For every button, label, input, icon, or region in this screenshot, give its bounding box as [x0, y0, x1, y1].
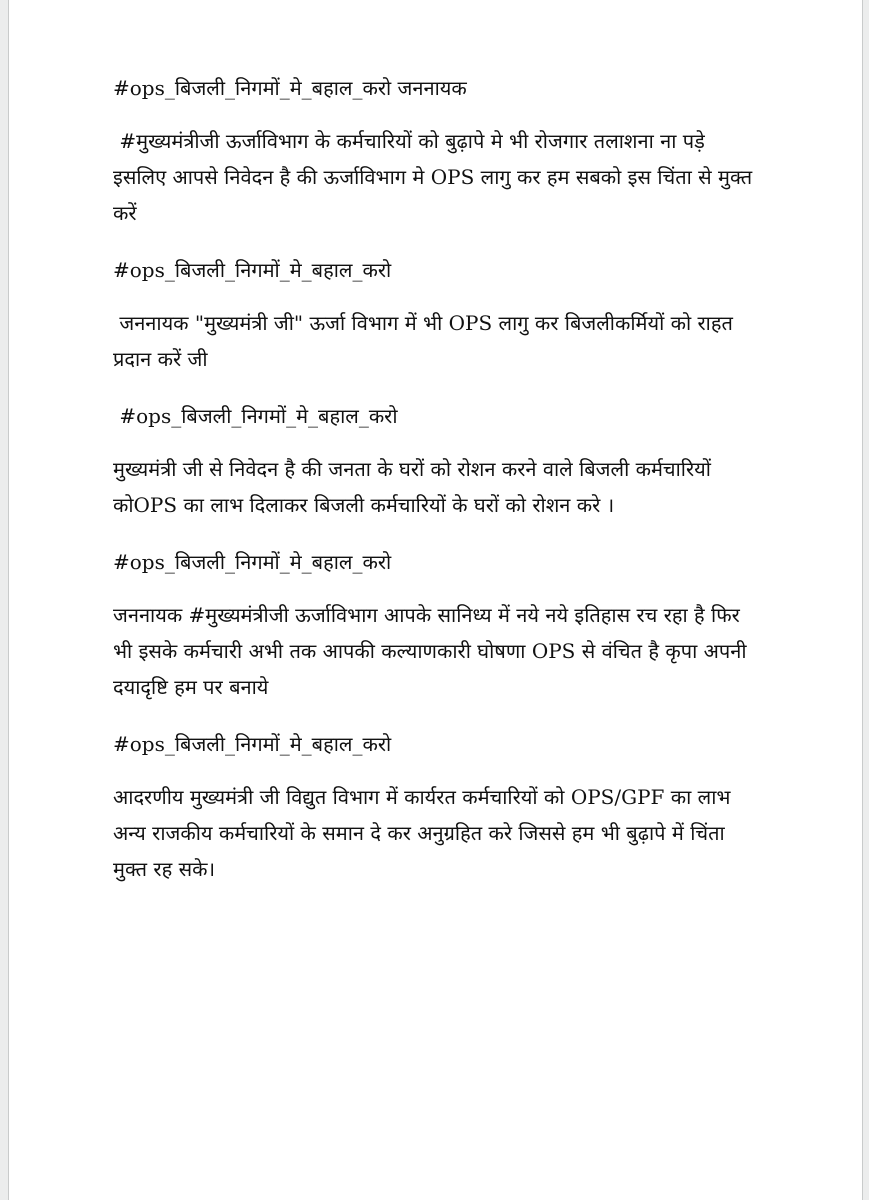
- paragraph: #मुख्यमंत्रीजी ऊर्जाविभाग के कर्मचारियों को बुढ़ापे मे भी रोजगार तलाशना ना पड़े इसलिए आपसे निवेदन है की ऊर्जाविभाग मे OPS लागु कर हम सबको इस चिंता से मुक्त करें: [113, 129, 759, 225]
- paragraph: जननायक #मुख्यमंत्रीजी ऊर्जाविभाग आपके सानिध्य में नये नये इतिहास रच रहा है फिर भी इसके कर्मचारी अभी तक आपकी कल्याणकारी घोषणा OPS से वंचित है कृपा अपनी दयादृष्टि हम पर बनाये: [113, 603, 753, 699]
- paragraph: मुख्यमंत्री जी से निवेदन है की जनता के घरों को रोशन करने वाले बिजली कर्मचारियों कोOPS का लाभ दिलाकर बिजली कर्मचारियों के घरों को रोशन करे ।: [113, 457, 718, 517]
- paragraph: जननायक "मुख्यमंत्री जी" ऊर्जा विभाग में भी OPS लागु कर बिजलीकर्मियों को राहत प्रदान करें जी: [113, 311, 740, 371]
- hashtag-line: #ops_बिजली_निगमों_मे_बहाल_करो: [113, 258, 392, 282]
- document-body: [113, 70, 759, 908]
- hashtag-line: #ops_बिजली_निगमों_मे_बहाल_करो: [113, 550, 392, 574]
- hashtag-line: #ops_बिजली_निगमों_मे_बहाल_करो: [113, 404, 398, 428]
- document-page: [8, 0, 863, 1200]
- hashtag-line: #ops_बिजली_निगमों_मे_बहाल_करो: [113, 732, 392, 756]
- paragraph: आदरणीय मुख्यमंत्री जी विद्युत विभाग में कार्यरत कर्मचारियों को OPS/GPF का लाभ अन्य राजकीय कर्मचारियों के समान दे कर अनुग्रहित करे जिससे हम भी बुढ़ापे में चिंता मुक्त रह सके।: [113, 785, 737, 881]
- hashtag-line: #ops_बिजली_निगमों_मे_बहाल_करो जननायक: [113, 76, 467, 100]
